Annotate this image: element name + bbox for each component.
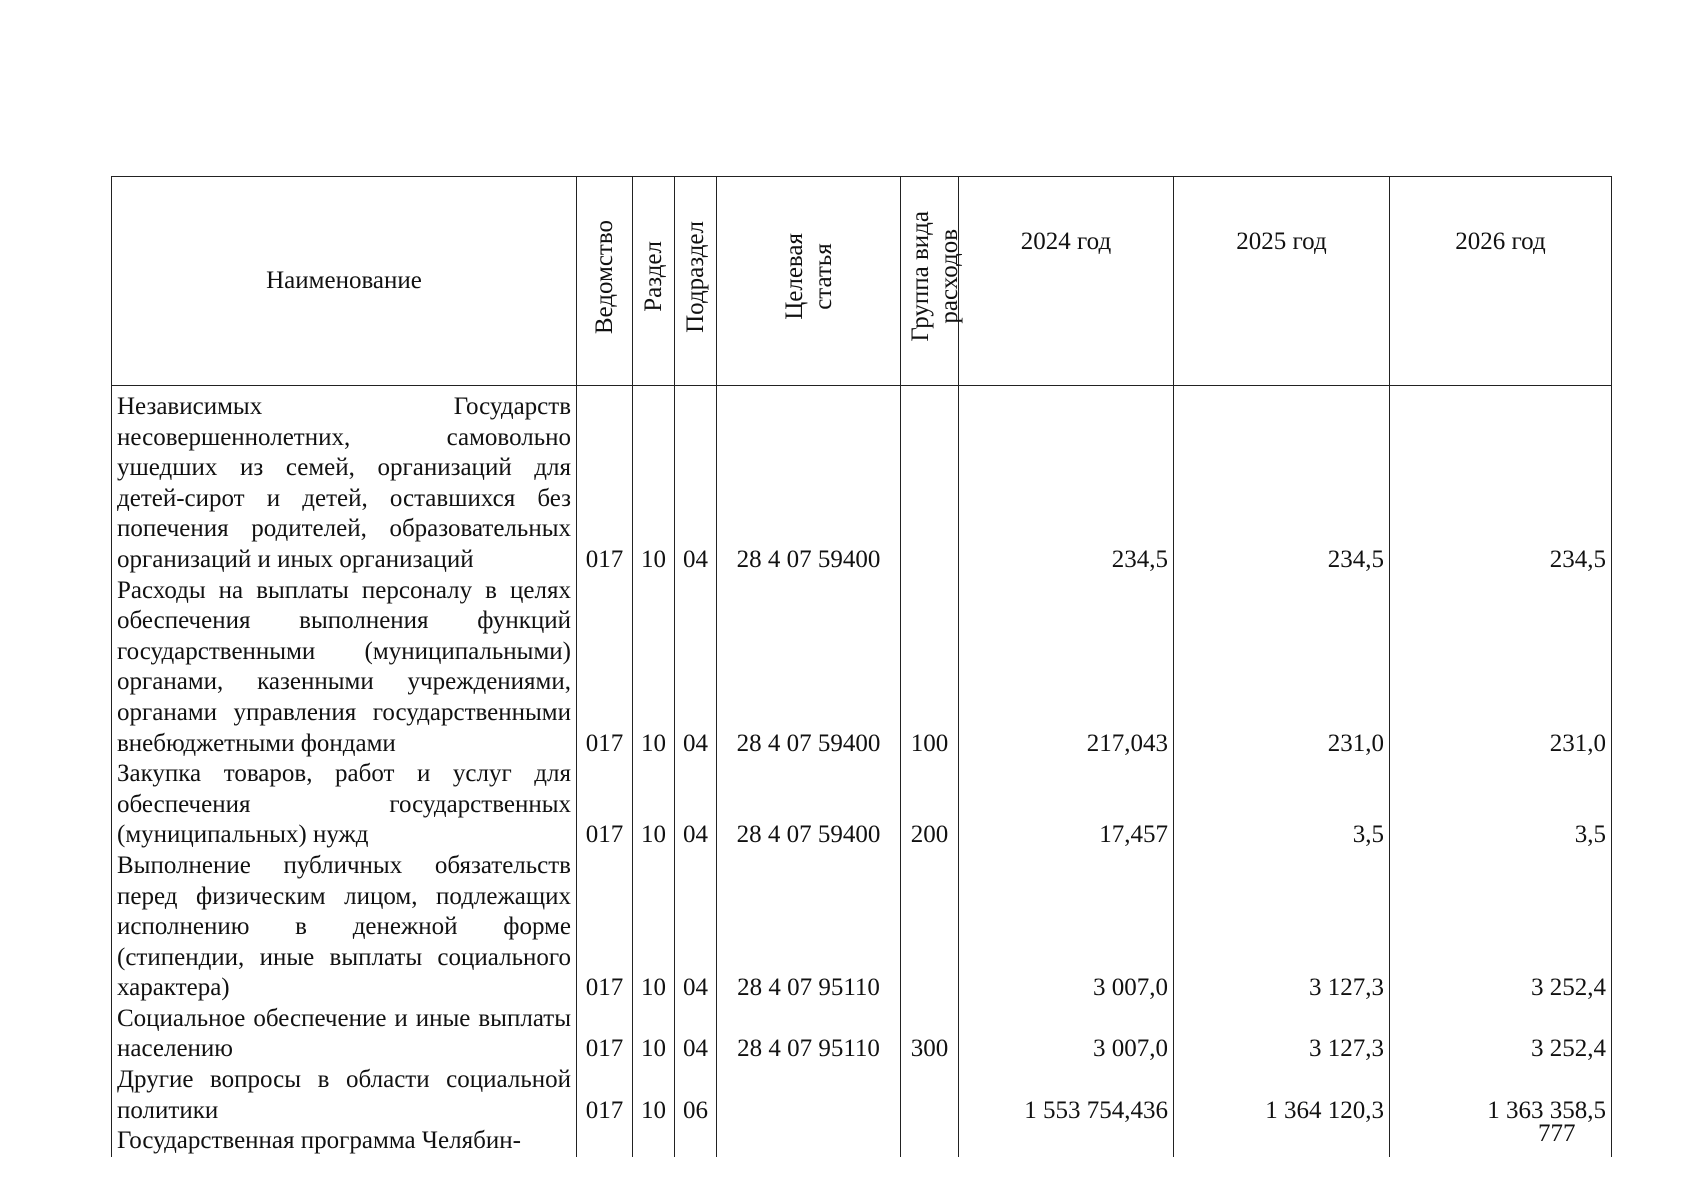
header-2025: 2025 год xyxy=(1174,177,1390,386)
row-expense: 300 xyxy=(901,1004,959,1065)
row-2025 xyxy=(1174,1126,1390,1157)
row-section: 10 xyxy=(633,1065,675,1126)
row-expense xyxy=(901,851,959,1004)
row-name: Выполнение публичных обязательств перед физическим лицом, подлежащих исполнению в денежной форме (стипендии, иные выплаты социального характера) xyxy=(112,851,577,1004)
row-2026: 3,5 xyxy=(1390,759,1612,851)
row-dept: 017 xyxy=(577,1004,633,1065)
row-subsection: 04 xyxy=(675,576,717,760)
row-dept: 017 xyxy=(577,576,633,760)
row-name: Расходы на выплаты персоналу в целях обеспечения выполнения функций государственными (муниципальными) органами, казенными учреждениями, органами управления государственными внебюджетными фондами xyxy=(112,576,577,760)
header-expense-group: Группа вида расходов xyxy=(901,177,959,386)
row-2024: 17,457 xyxy=(959,759,1174,851)
row-target: 28 4 07 59400 xyxy=(717,576,901,760)
row-2025: 3 127,3 xyxy=(1174,1004,1390,1065)
row-name: Закупка товаров, работ и услуг для обеспечения государственных (муниципальных) нужд xyxy=(112,759,577,851)
row-2026 xyxy=(1390,1126,1612,1157)
row-expense xyxy=(901,1065,959,1126)
row-section: 10 xyxy=(633,576,675,760)
row-2024: 234,5 xyxy=(959,392,1174,576)
row-subsection: 04 xyxy=(675,392,717,576)
row-name: Независимых Государств несовершеннолетних, самовольно ушедших из семей, организаций для детей-сирот и детей, оставшихся без попечения родителей, образовательных организаций и иных организаций xyxy=(112,392,577,576)
row-dept xyxy=(577,1126,633,1157)
table-row xyxy=(112,1126,1612,1157)
row-2025: 234,5 xyxy=(1174,392,1390,576)
header-2026: 2026 год xyxy=(1390,177,1612,386)
row-2026: 231,0 xyxy=(1390,576,1612,760)
row-target: 28 4 07 95110 xyxy=(717,1004,901,1065)
row-2025: 3,5 xyxy=(1174,759,1390,851)
row-subsection xyxy=(675,1126,717,1157)
table-row xyxy=(112,1004,1612,1065)
budget-table xyxy=(111,176,1612,1157)
header-2024: 2024 год xyxy=(959,177,1174,386)
row-2024: 3 007,0 xyxy=(959,851,1174,1004)
row-2026: 3 252,4 xyxy=(1390,1004,1612,1065)
row-section: 10 xyxy=(633,851,675,1004)
table-header-row xyxy=(112,177,1612,386)
row-name: Социальное обеспечение и иные выплаты населению xyxy=(112,1004,577,1065)
row-2024: 217,043 xyxy=(959,576,1174,760)
row-subsection: 04 xyxy=(675,851,717,1004)
row-name: Другие вопросы в области социальной политики xyxy=(112,1065,577,1126)
row-section: 10 xyxy=(633,759,675,851)
row-2026: 234,5 xyxy=(1390,392,1612,576)
table-row xyxy=(112,576,1612,760)
row-dept: 017 xyxy=(577,851,633,1004)
row-subsection: 04 xyxy=(675,1004,717,1065)
row-target: 28 4 07 59400 xyxy=(717,759,901,851)
row-2025: 231,0 xyxy=(1174,576,1390,760)
row-2024: 3 007,0 xyxy=(959,1004,1174,1065)
header-subsection: Подраздел xyxy=(675,177,717,386)
row-dept: 017 xyxy=(577,759,633,851)
row-2024: 1 553 754,436 xyxy=(959,1065,1174,1126)
table-row xyxy=(112,759,1612,851)
header-target: Целевая статья xyxy=(717,177,901,386)
row-target: 28 4 07 59400 xyxy=(717,392,901,576)
row-target xyxy=(717,1065,901,1126)
row-expense xyxy=(901,392,959,576)
row-subsection: 06 xyxy=(675,1065,717,1126)
row-target: 28 4 07 95110 xyxy=(717,851,901,1004)
header-dept: Ведомство xyxy=(577,177,633,386)
table-row xyxy=(112,392,1612,576)
row-2024 xyxy=(959,1126,1174,1157)
row-expense: 100 xyxy=(901,576,959,760)
header-section: Раздел xyxy=(633,177,675,386)
row-section: 10 xyxy=(633,1004,675,1065)
row-expense: 200 xyxy=(901,759,959,851)
row-2026: 3 252,4 xyxy=(1390,851,1612,1004)
row-dept: 017 xyxy=(577,392,633,576)
row-name: Государственная программа Челябин- xyxy=(112,1126,577,1157)
row-2026: 1 363 358,5 xyxy=(1390,1065,1612,1126)
row-target xyxy=(717,1126,901,1157)
header-name: Наименование xyxy=(112,177,577,386)
row-expense xyxy=(901,1126,959,1157)
row-2025: 3 127,3 xyxy=(1174,851,1390,1004)
row-subsection: 04 xyxy=(675,759,717,851)
row-section: 10 xyxy=(633,392,675,576)
table-row xyxy=(112,851,1612,1004)
table-row xyxy=(112,1065,1612,1126)
row-2025: 1 364 120,3 xyxy=(1174,1065,1390,1126)
page-number: 777 xyxy=(1538,1120,1576,1147)
row-section xyxy=(633,1126,675,1157)
row-dept: 017 xyxy=(577,1065,633,1126)
